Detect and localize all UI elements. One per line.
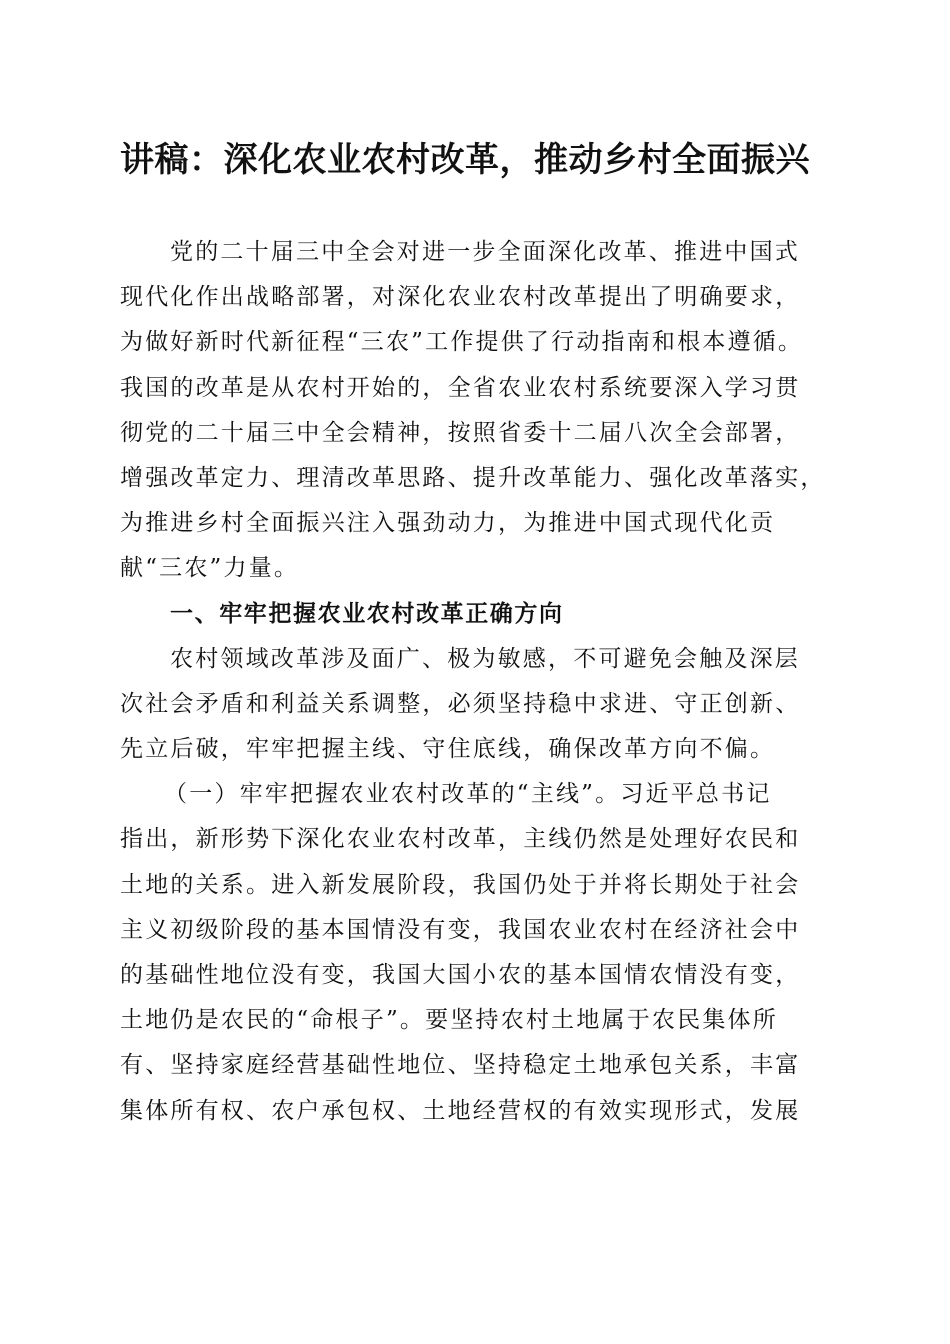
paragraph-line: 现代化作出战略部署，对深化农业农村改革提出了明确要求， xyxy=(120,284,801,311)
paragraph-line: 土地的关系。进入新发展阶段，我国仍处于并将长期处于社会 xyxy=(120,871,801,898)
paragraph-line: 彻党的二十届三中全会精神，按照省委十二届八次全会部署， xyxy=(120,419,801,446)
paragraph-line: 集体所有权、农户承包权、土地经营权的有效实现形式，发展 xyxy=(120,1097,801,1124)
paragraph-line: 增强改革定力、理清改革思路、提升改革能力、强化改革落实， xyxy=(120,464,826,491)
paragraph-line: 我国的改革是从农村开始的，全省农业农村系统要深入学习贯 xyxy=(120,374,801,401)
paragraph-line: 指出，新形势下深化农业农村改革，主线仍然是处理好农民和 xyxy=(120,826,801,853)
document-body xyxy=(120,230,830,1134)
paragraph-line: 献“三农”力量。 xyxy=(120,555,300,582)
subsection-paragraph-line: （一）牢牢把握农业农村改革的“主线”。习近平总书记 xyxy=(164,781,772,808)
paragraph-line: 党的二十届三中全会对进一步全面深化改革、推进中国式 xyxy=(170,239,800,265)
paragraph-line: 为做好新时代新征程“三农”工作提供了行动指南和根本遵循。 xyxy=(120,329,804,356)
section-heading: 一、牢牢把握农业农村改革正确方向 xyxy=(170,600,564,627)
paragraph-line: 次社会矛盾和利益关系调整，必须坚持稳中求进、守正创新、 xyxy=(120,690,801,717)
paragraph-line: 先立后破，牢牢把握主线、守住底线，确保改革方向不偏。 xyxy=(120,736,776,763)
paragraph-line: 的基础性地位没有变，我国大国小农的基本国情农情没有变， xyxy=(120,962,801,988)
paragraph-line: 主义初级阶段的基本国情没有变，我国农业农村在经济社会中 xyxy=(120,916,801,943)
paragraph-line: 为推进乡村全面振兴注入强劲动力，为推进中国式现代化贡 xyxy=(120,510,776,537)
paragraph-line: 有、坚持家庭经营基础性地位、坚持稳定土地承包关系，丰富 xyxy=(120,1052,801,1079)
paragraph-line: 农村领域改革涉及面广、极为敏感，不可避免会触及深层 xyxy=(170,645,800,672)
paragraph-line: 土地仍是农民的“命根子”。要坚持农村土地属于农民集体所 xyxy=(120,1007,778,1034)
document-title: 讲稿：深化农业农村改革，推动乡村全面振兴 xyxy=(120,140,810,180)
